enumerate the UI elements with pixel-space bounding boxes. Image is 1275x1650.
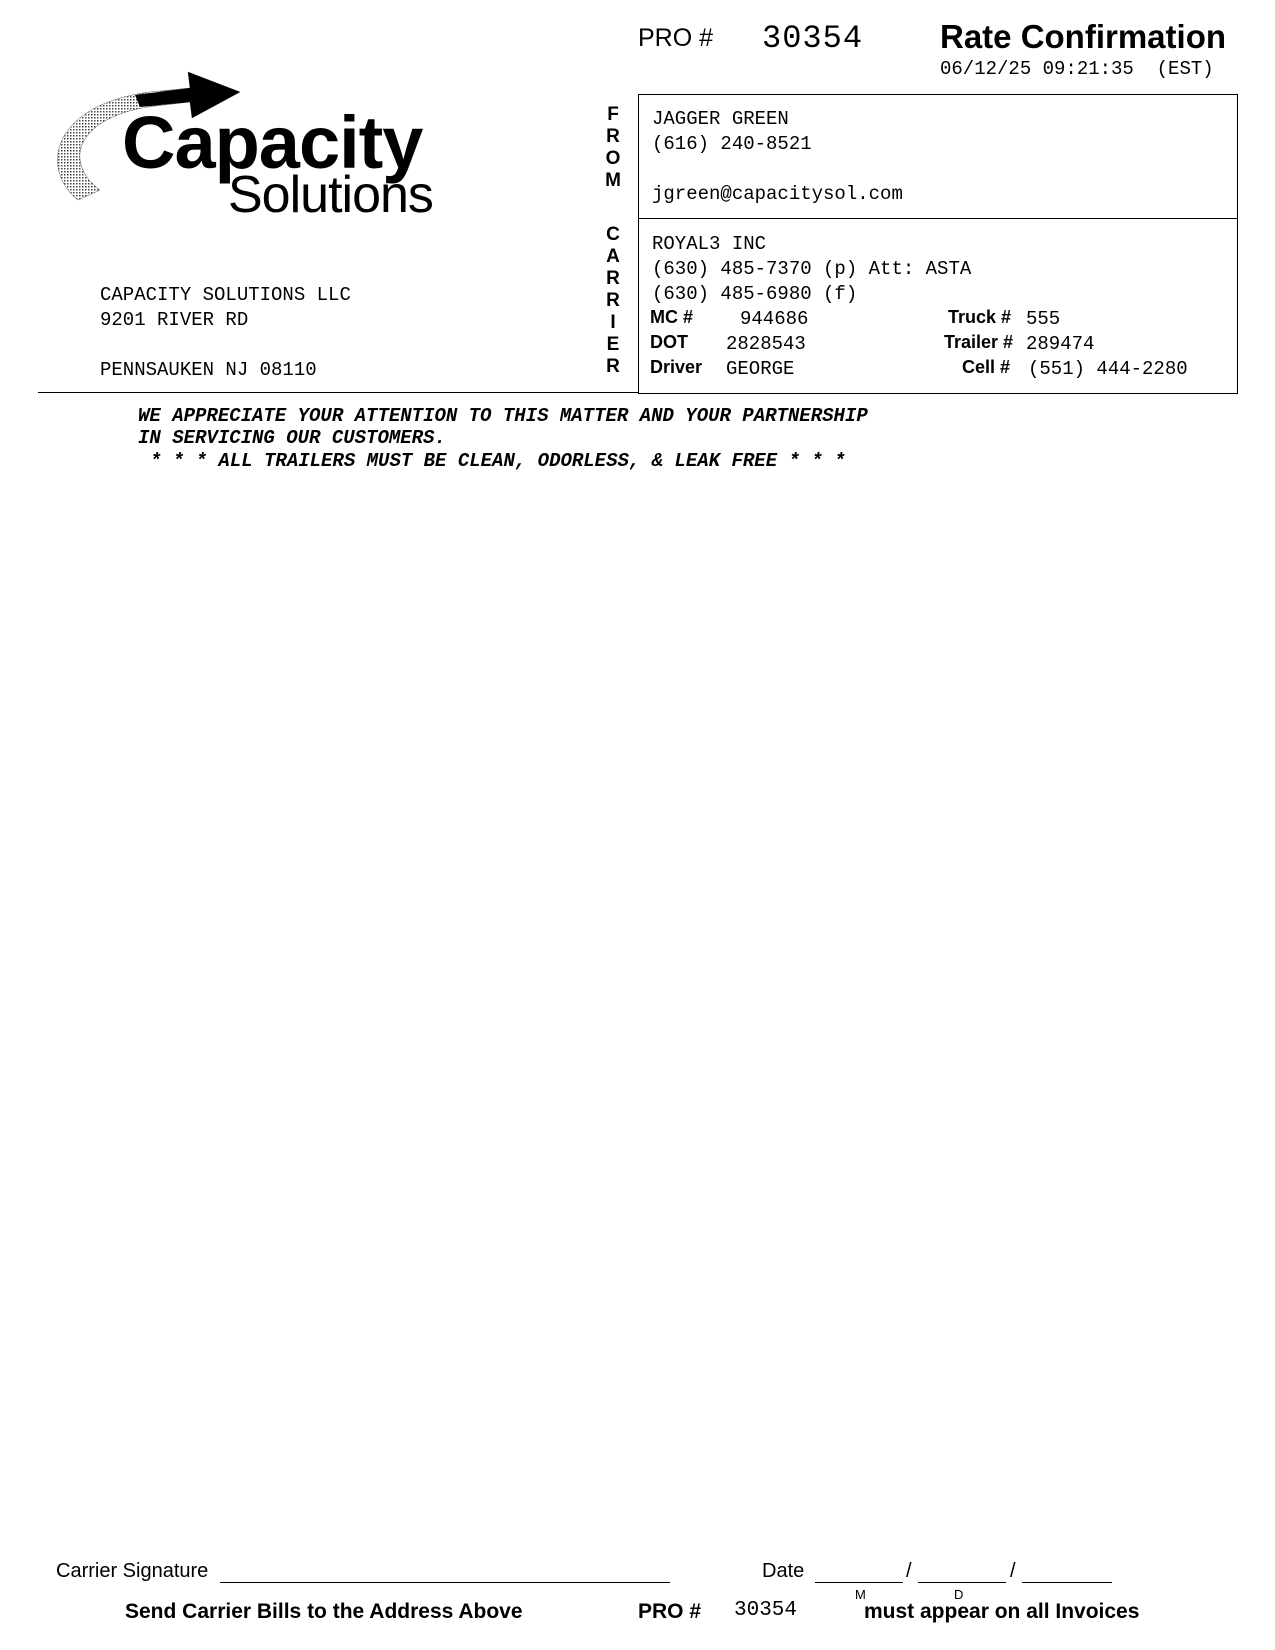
- trailer-value: 289474: [1026, 333, 1095, 355]
- carrier-vertical-label: C A R R I E R: [606, 224, 620, 377]
- company-street: 9201 RIVER RD: [100, 309, 249, 331]
- carrier-phone: (630) 485-7370 (p) Att: ASTA: [652, 258, 972, 280]
- mc-label: MC #: [650, 307, 694, 327]
- header-divider: [38, 392, 638, 393]
- date-year-field[interactable]: [1022, 1582, 1112, 1583]
- notice-line-3: * * * ALL TRAILERS MUST BE CLEAN, ODORLESS, & LEAK FREE * * *: [150, 450, 846, 472]
- from-name: JAGGER GREEN: [652, 108, 789, 130]
- cell-label: Cell #: [962, 357, 1011, 377]
- company-logo: [40, 60, 510, 230]
- carrier-signature-label: Carrier Signature: [56, 1560, 209, 1582]
- svg-text:Capacity: Capacity: [122, 101, 423, 184]
- svg-text:Solutions: Solutions: [228, 166, 433, 224]
- timestamp: 06/12/25 09:21:35 (EST): [940, 58, 1214, 80]
- notice-line-1: WE APPRECIATE YOUR ATTENTION TO THIS MATTER AND YOUR PARTNERSHIP: [138, 405, 868, 427]
- mc-value: 944686: [740, 308, 809, 330]
- dot-value: 2828543: [726, 333, 806, 355]
- document-title: Rate Confirmation: [940, 18, 1227, 55]
- logo-swoosh-icon: [40, 60, 510, 230]
- cell-value: (551) 444-2280: [1028, 358, 1188, 380]
- from-phone: (616) 240-8521: [652, 133, 812, 155]
- driver-label: Driver: [650, 357, 703, 377]
- driver-value: GEORGE: [726, 358, 795, 380]
- must-appear-note: must appear on all Invoices: [864, 1600, 1140, 1623]
- notice-line-2: IN SERVICING OUR CUSTOMERS.: [138, 427, 446, 449]
- from-vertical-label: F R O M: [605, 104, 621, 191]
- date-label: Date: [762, 1560, 805, 1582]
- footer-pro-label: PRO #: [638, 1600, 702, 1623]
- carrier-signature-line[interactable]: [220, 1582, 670, 1583]
- trailer-label: Trailer #: [944, 332, 1014, 352]
- truck-value: 555: [1026, 308, 1061, 330]
- pro-label: PRO #: [638, 24, 714, 52]
- carrier-fax: (630) 485-6980 (f): [652, 283, 858, 305]
- date-separator-1: /: [906, 1560, 912, 1582]
- month-caption: M: [855, 1587, 866, 1602]
- day-caption: D: [954, 1587, 964, 1602]
- date-month-field[interactable]: [815, 1582, 903, 1583]
- truck-label: Truck #: [948, 307, 1012, 327]
- send-bills-note: Send Carrier Bills to the Address Above: [125, 1600, 523, 1623]
- date-day-field[interactable]: [918, 1582, 1006, 1583]
- dot-label: DOT: [650, 332, 688, 352]
- footer-pro-number: 30354: [734, 1599, 798, 1622]
- pro-number: 30354: [762, 20, 864, 57]
- from-email: jgreen@capacitysol.com: [652, 183, 903, 205]
- carrier-name: ROYAL3 INC: [652, 233, 767, 255]
- company-city: PENNSAUKEN NJ 08110: [100, 359, 317, 381]
- date-separator-2: /: [1010, 1560, 1016, 1582]
- company-name: CAPACITY SOLUTIONS LLC: [100, 284, 351, 306]
